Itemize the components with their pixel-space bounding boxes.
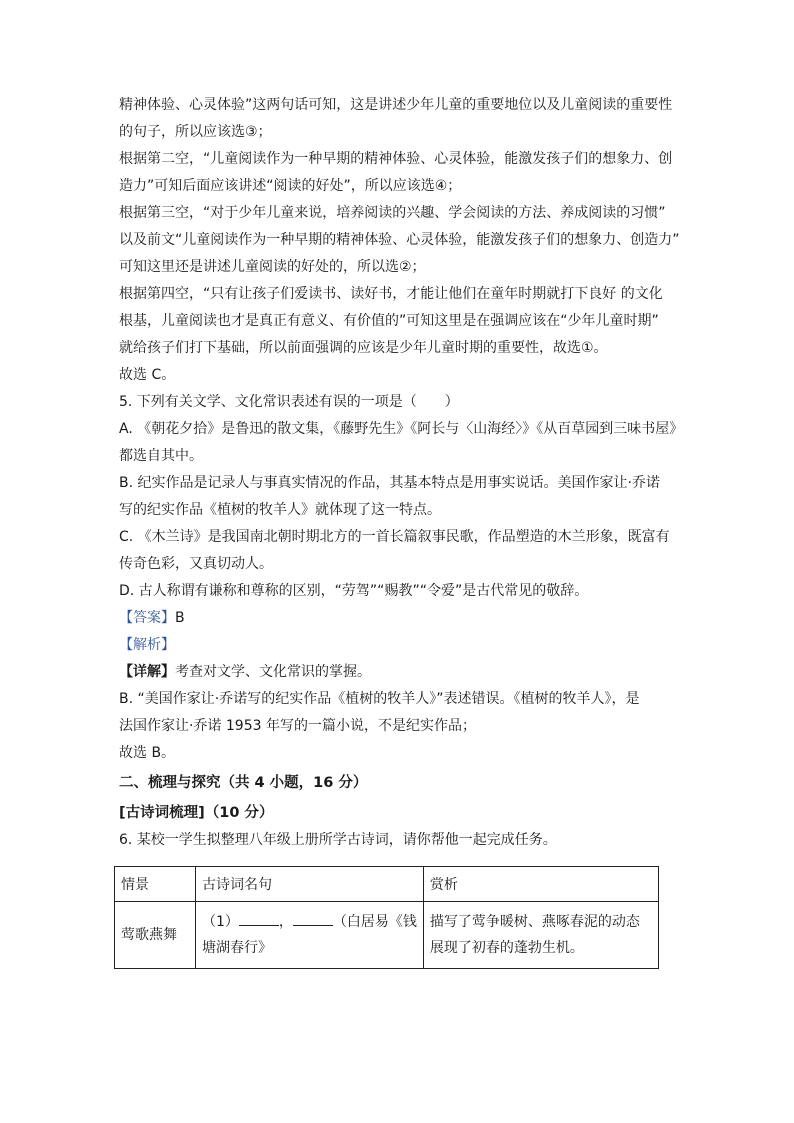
text-line: 根据第二空，“儿童阅读作为一种早期的精神体验、心灵体验，能激发孩子们的想象力、创 (119, 151, 673, 167)
header-verse: 古诗词名句 (196, 867, 424, 902)
text-line: B. “美国作家让·乔诺写的纪实作品《植树的牧羊人》”表述错误。《植树的牧羊人》，是 (119, 691, 640, 707)
answer-label: 【答案】 (119, 610, 175, 626)
table-header-row (115, 867, 659, 902)
text-line: 根据第四空，“只有让孩子们爱读书、读好书，才能让他们在童年时期就打下良好 的文化 (119, 286, 663, 302)
analysis-cell: 描写了莺争暖树、燕啄春泥的动态展现了初春的蓬勃生机。 (423, 902, 658, 969)
blank-separator: ， (278, 914, 293, 930)
blank-prefix: （1） (202, 914, 239, 930)
verse-suffix-2: 塘湖春行》 (202, 940, 272, 956)
answer-blank-1[interactable] (239, 911, 279, 926)
text-line: 根基，儿童阅读也才是真正有意义、有价值的”可知这里是在强调应该在“少年儿童时期” (119, 313, 659, 329)
question-5-stem: 5. 下列有关文学、文化常识表述有误的一项是（ ） (119, 394, 459, 410)
detail-line (119, 659, 679, 686)
option-a: A. 《朝花夕拾》是鲁迅的散文集，《藤野先生》《阿长与〈山海经〉》《从百草园到三味书屋》 (119, 421, 684, 437)
text-line: 的句子，所以应该选③； (119, 124, 272, 140)
detail-label: 【详解】 (119, 664, 175, 680)
option-d: D. 古人称谓有谦称和尊称的区别，“劳驾”“赐教”“令爱”是古代常见的敬辞。 (119, 583, 589, 599)
table-row (115, 902, 659, 969)
scene-cell: 莺歌燕舞 (115, 902, 196, 969)
text-line: 根据第三空，“对于少年儿童来说，培养阅读的兴趣、学会阅读的方法、养成阅读的习惯” (119, 205, 666, 221)
document-body (119, 92, 684, 854)
text-line: 故选 C。 (119, 367, 176, 383)
answer-line (119, 605, 679, 632)
analysis-label: 【解析】 (119, 637, 175, 653)
section-heading: 二、梳理与探究（共 4 小题，16 分） (119, 775, 368, 791)
option-b-cont: 写的纪实作品《植树的牧羊人》就体现了这一特点。 (119, 502, 441, 518)
question-6-stem: 6. 某校一学生拟整理八年级上册所学古诗词，请你帮他一起完成任务。 (119, 832, 557, 848)
sub-heading: [古诗词梳理]（10 分） (119, 805, 274, 821)
analysis-line (119, 632, 679, 659)
text-line: 可知这里还是讲述儿童阅读的好处的，所以选②； (119, 259, 426, 275)
option-a-cont: 都选自其中。 (119, 448, 203, 464)
option-c: C. 《木兰诗》是我国南北朝时期北方的一首长篇叙事民歌，作品塑造的木兰形象，既富有 (119, 529, 670, 545)
text-line: 故选 B。 (119, 745, 176, 761)
verse-suffix-1: （白居易《钱 (332, 914, 417, 930)
detail-text: 考查对文学、文化常识的掌握。 (175, 664, 371, 680)
verse-cell (196, 902, 424, 969)
text-line: 精神体验、心灵体验”这两句话可知，这是讲述少年儿童的重要地位以及儿童阅读的重要性 (119, 97, 673, 113)
text-line: 就给孩子们打下基础，所以前面强调的应该是少年儿童时期的重要性，故选①。 (119, 340, 608, 356)
text-line: 造力”可知后面应该讲述“阅读的好处”，所以应该选④； (119, 178, 462, 194)
option-c-cont: 传奇色彩，又真切动人。 (119, 556, 273, 572)
answer-value: B (175, 610, 185, 626)
answer-blank-2[interactable] (293, 911, 333, 926)
text-line: 以及前文“儿童阅读作为一种早期的精神体验、心灵体验，能激发孩子们的想象力、创造力” (119, 232, 680, 248)
header-scene: 情景 (115, 867, 196, 902)
header-analysis: 赏析 (423, 867, 658, 902)
option-b: B. 纪实作品是记录人与事真实情况的作品，其基本特点是用事实说话。美国作家让·乔诺 (119, 475, 660, 491)
text-line: 法国作家让·乔诺 1953 年写的一篇小说，不是纪实作品； (119, 718, 476, 734)
poetry-table (114, 866, 659, 969)
